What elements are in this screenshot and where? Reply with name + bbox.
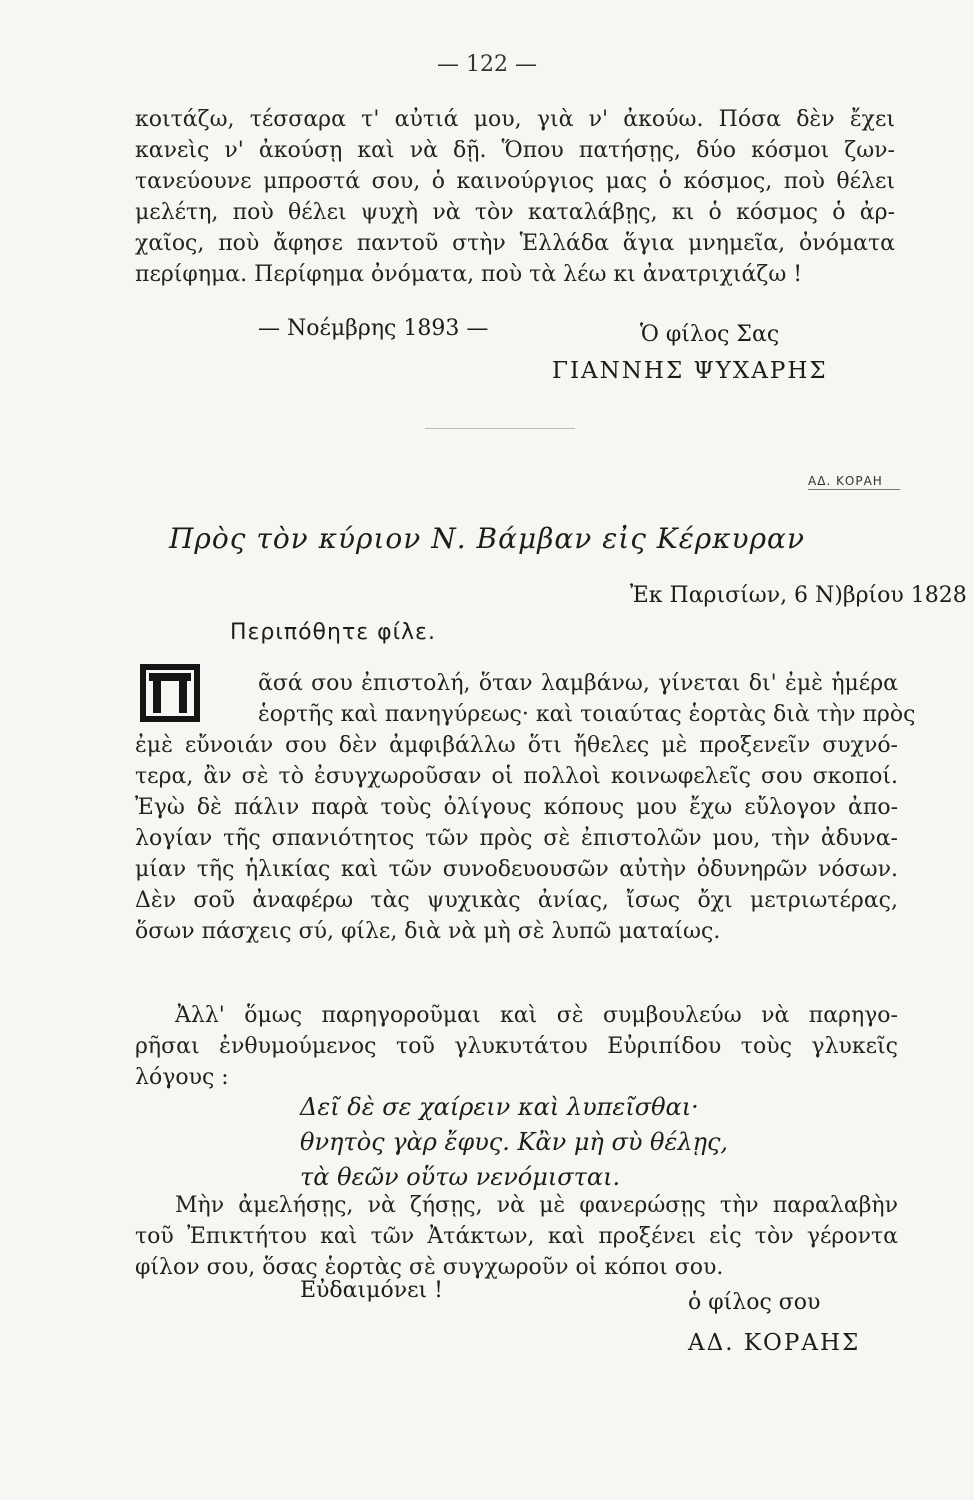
letter1-date: — Νοέμβρης 1893 — (258, 316, 489, 341)
letter2-line: μίαν τῆς ἡλικίας καὶ τῶν συνοδευουσῶν αὐτὴν ὀδυνηρῶν νόσων. (135, 857, 898, 882)
page-number: — 122 — (437, 52, 537, 77)
section-divider (425, 428, 575, 429)
letter2-line: Μὴν ἀμελήσῃς, νὰ ζήσῃς, νὰ μὲ φανερώσῃς τὴν παραλαβὴν (175, 1193, 898, 1218)
letter1-body (135, 104, 895, 290)
letter1-salutation: Ὁ φίλος Σας (640, 322, 780, 347)
letter2-line: φίλον σου, ὅσας ἑορτὰς σὲ συγχωροῦν οἱ κόποι σου. (135, 1255, 724, 1280)
letter2-line: Ἐγὼ δὲ πάλιν παρὰ τοὺς ὀλίγους κόπους μου ἔχω εὔλογον ἀπο- (135, 795, 898, 820)
letter2-salutation: Περιπόθητε φίλε. (230, 620, 436, 645)
letter2-line: ὅσων πάσχεις σύ, φίλε, διὰ νὰ μὴ σὲ λυπῶ ματαίως. (135, 919, 721, 944)
letter1-line: κανεὶς ν' ἀκούσῃ καὶ νὰ δῇ. Ὅπου πατήσῃς, δύο κόσμοι ζων- (135, 138, 895, 163)
letter2-signature: ΑΔ. ΚΟΡΑΗΣ (688, 1330, 861, 1356)
letter2-line: ᾶσά σου ἐπιστολή, ὅταν λαμβάνω, γίνεται δι' ἐμὲ ἡμέρα (258, 671, 898, 696)
letter2-line: Ἀλλ' ὅμως παρηγοροῦμαι καὶ σὲ συμβουλεύω νὰ παρηγο- (175, 1003, 898, 1028)
letter2-line: τοῦ Ἐπικτήτου καὶ τῶν Ἀτάκτων, καὶ προξένει εἰς τὸν γέροντα (135, 1224, 898, 1249)
letter1-line: τανεύουνε μπροστά σου, ὁ καινούργιος μας ὁ κόσμος, ποὺ θέλει (135, 169, 895, 194)
letter2-line: ἑορτῆς καὶ πανηγύρεως· καὶ τοιαύτας ἑορτὰς διὰ τὴν πρὸς (258, 702, 916, 727)
letter2-line: τερα, ἂν σὲ τὸ ἐσυγχωροῦσαν οἱ πολλοὶ κοινωφελεῖς σου σκοποί. (135, 764, 898, 789)
letter2-closing-greeting: Εὐδαιμόνει ! (300, 1278, 443, 1303)
letter2-place-date: Ἐκ Παρισίων, 6 Ν)βρίου 1828 (630, 583, 967, 608)
letter2-line: ἐμὲ εὔνοιάν σου δὲν ἀμφιβάλλω ὅτι ἤθελες μὲ προξενεῖν συχνό- (135, 733, 898, 758)
verse-line: τὰ θεῶν οὕτω νενόμισται. (300, 1163, 621, 1191)
letter1-signature: ΓΙΑΝΝΗΣ ΨΥΧΑΡΗΣ (552, 358, 828, 384)
verse-line: Δεῖ δὲ σε χαίρειν καὶ λυπεῖσθαι· (300, 1093, 699, 1121)
dropcap-pi (140, 664, 200, 722)
letter2-closing-friend: ὁ φίλος σου (688, 1290, 821, 1315)
letter2-line: Δὲν σοῦ ἀναφέρω τὰς ψυχικὰς ἀνίας, ἴσως ὄχι μετριωτέρας, (135, 888, 898, 913)
euripides-verse (300, 1090, 728, 1195)
author-label-underline (808, 489, 900, 490)
verse-line: θνητὸς γὰρ ἔφυς. Κἂν μὴ σὺ θέλῃς, (300, 1128, 729, 1156)
letter2-para-b (135, 730, 898, 947)
author-label-text: ΑΔ. ΚΟΡΑΗ (808, 474, 883, 488)
letter2-title: Πρὸς τὸν κύριον Ν. Βάμβαν εἰς Κέρκυραν (169, 522, 805, 555)
author-label (808, 474, 900, 490)
letter2-para-a (258, 668, 916, 730)
letter1-line: περίφημα. Περίφημα ὀνόματα, ποὺ τὰ λέω κι ἀνατριχιάζω ! (135, 262, 803, 287)
letter2-line: λογίαν τῆς σπανιότητος τῶν πρὸς σὲ ἐπιστολῶν μου, τὴν ἀδυνα- (135, 826, 898, 851)
letter2-line: λόγους : (135, 1065, 229, 1090)
letter1-line: κοιτάζω, τέσσαρα τ' αὐτιά μου, γιὰ ν' ἀκούω. Πόσα δὲν ἔχει (135, 107, 895, 132)
letter1-line: μελέτη, ποὺ θέλει ψυχὴ νὰ τὸν καταλάβῃς, κι ὁ κόσμος ὁ ἀρ- (135, 200, 895, 225)
letter2-line: ρῆσαι ἐνθυμούμενος τοῦ γλυκυτάτου Εὐριπίδου τοὺς γλυκεῖς (135, 1034, 898, 1059)
dropcap-pi-icon (140, 664, 200, 722)
letter2-para-d (135, 1190, 898, 1283)
letter2-para-c (135, 1000, 898, 1093)
letter1-line: χαῖος, ποὺ ἄφησε παντοῦ στὴν Ἑλλάδα ἅγια μνημεῖα, ὀνόματα (135, 231, 895, 256)
